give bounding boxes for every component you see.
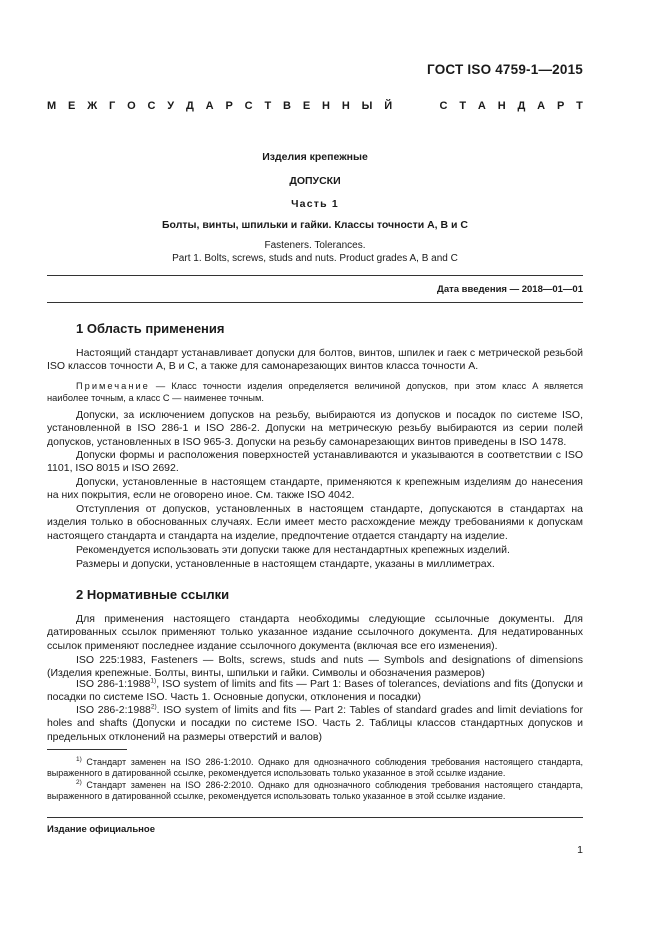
effective-date: Дата введения — 2018—01—01 [437, 284, 583, 295]
paragraph-text: Рекомендуется использовать эти допуски также для нестандартных крепежных изделий. [76, 544, 510, 556]
divider [47, 275, 583, 276]
kind-letter: А [477, 100, 486, 112]
paragraph-text: Для применения настоящего стандарта необходимы следующие ссылочные документы. Для датированных ссылок применяют только указанное издание ссылочного документа. Для недатированных ссылок применяют последнее издание ссылочного документа (включая все его изменения). [47, 613, 583, 652]
note-text: — Класс точности изделия определяется величиной допусков, при этом класс A является наиболее точным, а класс C — наименее точным. [47, 381, 583, 403]
kind-letter: Р [556, 100, 565, 112]
page-number: 1 [577, 844, 583, 856]
paragraph-text: Настоящий стандарт устанавливает допуски для болтов, винтов, шпилек и гаек с метрической резьбой ISO классов точности A, B и C, а также для самонарезающих винтов класса точности A. [47, 347, 583, 373]
kind-letter: А [205, 100, 214, 112]
kind-letter: Н [341, 100, 350, 112]
kind-letter: С [244, 100, 253, 112]
divider [47, 302, 583, 303]
title-part: Часть 1 [291, 198, 339, 210]
reference-code: ISO 286-1:1988 [76, 678, 151, 690]
kind-letter: Р [225, 100, 233, 112]
paragraph [47, 544, 583, 557]
title-group: Изделия крепежные [262, 151, 368, 163]
footnote-mark: 1) [76, 756, 82, 763]
paragraph-text: Допуски, за исключением допусков на резьбу, выбираются из допусков и посадок по системе ISO, установленной в ISO 286-1 и ISO 286-2. Допуски на метрическую резьбу выбираются из серии полей допусков, установленных в ISO 965-3. Допуски на резьбу самонарезающих винтов приведены в ISO 1478. [47, 409, 583, 448]
footnote-text: Стандарт заменен на ISO 286-2:2010. Однако для однозначного соблюдения требования настоящего стандарта, выраженного в датированной ссылке, рекомендуется использовать только указанное в этой ссылке издание. [47, 780, 583, 802]
footnote-text: Стандарт заменен на ISO 286-1:2010. Однако для однозначного соблюдения требования настоящего стандарта, выраженного в датированной ссылке, рекомендуется использовать только указанное в этой ссылке издание. [47, 757, 583, 779]
kind-letter: А [537, 100, 546, 112]
kind-letter: Е [302, 100, 311, 112]
english-title-2: Part 1. Bolts, screws, studs and nuts. Product grades A, B and C [172, 253, 458, 264]
note-label: Примечание [76, 381, 150, 391]
paragraph-text: Допуски формы и расположения поверхностей устанавливаются и указываются в соответствии с ISO 1101, ISO 8015 и ISO 2692. [47, 449, 583, 475]
paragraph [47, 409, 583, 449]
kind-letter: Н [497, 100, 506, 112]
kind-letter: О [127, 100, 136, 112]
kind-letter: Г [109, 100, 116, 112]
reference-code: ISO 286-2:1988 [76, 704, 151, 716]
paragraph [47, 503, 583, 543]
kind-letter: Т [576, 100, 583, 112]
paragraph-text: Допуски, установленные в настоящем стандарте, применяются к крепежным изделиям до нанесения на них покрытия, если не оговорено иное. См. также ISO 4042. [47, 476, 583, 502]
paragraph [47, 476, 583, 503]
reference-text: . ISO system of limits and fits — Part 2: Tables of standard grades and limit deviations for holes and shafts (Допуски и посадки по системе ISO. Часть 2. Таблицы классов стандартных допусков и предельных отклонений на размеры отверстий и валов) [47, 704, 583, 743]
kind-letter: Т [459, 100, 467, 112]
footnote-ref[interactable]: 1) [150, 677, 157, 685]
title-main: ДОПУСКИ [289, 175, 341, 187]
kind-letter: М [47, 100, 57, 112]
kind-letter: Т [264, 100, 272, 112]
kind-letter: С [439, 100, 448, 112]
reference-entry [47, 678, 583, 705]
footnote-divider [47, 749, 127, 750]
kind-letter: Ж [87, 100, 98, 112]
paragraph [47, 613, 583, 653]
paragraph [47, 449, 583, 476]
footnote-ref[interactable]: 2) [150, 703, 157, 711]
kind-letter: Й [384, 100, 393, 112]
footnote [47, 780, 583, 803]
kind-letter: Д [517, 100, 526, 112]
kind-letter: С [147, 100, 156, 112]
footnote-mark: 2) [76, 779, 82, 786]
kind-letter: Ы [361, 100, 373, 112]
divider [47, 817, 583, 818]
paragraph-text: Отступления от допусков, установленных в настоящем стандарте, допускаются в стандартах на изделия только в обоснованных случаях. Если имеет место расхождение между требованиями к допускам настоящего стандарта и стандарта на изделие, предпочтение отдается стандарту на изделие. [47, 503, 583, 542]
footnote [47, 757, 583, 780]
official-edition-label: Издание официальное [47, 824, 155, 835]
reference-text: ISO 225:1983, Fasteners — Bolts, screws, studs and nuts — Symbols and designations of dimensions (Изделия крепежные. Болты, винты, шпильки и гайки. Символы и обозначения размеров) [47, 654, 583, 680]
section-1-heading: 1 Область применения [76, 321, 225, 336]
reference-entry [47, 654, 583, 681]
paragraph [47, 347, 583, 374]
note [47, 380, 583, 404]
paragraph-text: Размеры и допуски, установленные в настоящем стандарте, указаны в миллиметрах. [76, 558, 495, 570]
section-2-heading: 2 Нормативные ссылки [76, 587, 230, 602]
reference-entry [47, 704, 583, 744]
kind-letter: Н [322, 100, 330, 112]
kind-letter: У [167, 100, 175, 112]
kind-letter: Д [185, 100, 194, 112]
standard-code: ГОСТ ISO 4759-1—2015 [427, 62, 583, 77]
paragraph [47, 558, 583, 571]
title-subtitle: Болты, винты, шпильки и гайки. Классы точности A, B и C [162, 219, 468, 231]
english-title-1: Fasteners. Tolerances. [264, 240, 366, 251]
standard-kind-heading [47, 100, 583, 112]
kind-letter: Е [68, 100, 76, 112]
kind-letter: В [283, 100, 291, 112]
reference-text: , ISO system of limits and fits — Part 1: Bases of tolerances, deviations and fits (Допуски и посадки по системе ISO. Часть 1. Основные допуски, отклонения и посадки) [47, 678, 584, 704]
